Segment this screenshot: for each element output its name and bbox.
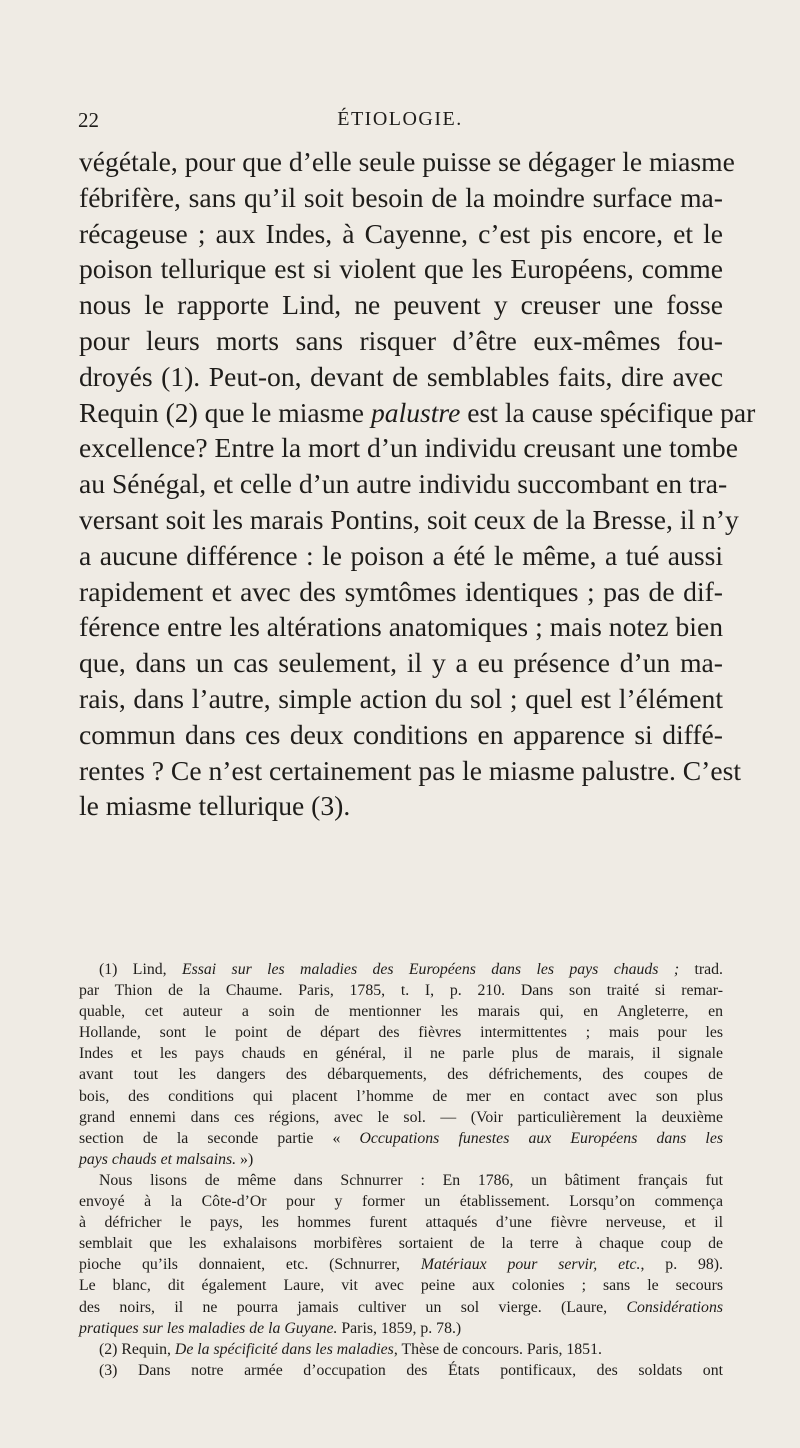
- main-text: [79, 144, 756, 824]
- footnote-1-line: Hollande, sont le point de départ des fièvres intermittentes ; mais pour les: [79, 1024, 723, 1042]
- footnote-1-line: [79, 1128, 723, 1149]
- footnote-1-line: [79, 1149, 723, 1170]
- page-header: [78, 108, 722, 138]
- footnote-1-line: à défricher le pays, les hommes furent attaqués d’une fièvre nerveuse, et il: [79, 1214, 723, 1232]
- italic-title: pratiques sur les maladies de la Guyane.: [79, 1319, 338, 1337]
- footnote-1-line: semblait que les exhalaisons morbifères sortaient de la terre à chaque coup de: [79, 1235, 723, 1253]
- text-line: au Sénégal, et celle d’un autre individu succombant en tra-: [79, 468, 728, 500]
- footnote-1-line: par Thion de la Chaume. Paris, 1785, t. I, p. 210. Dans son traité si remar-: [79, 982, 723, 1000]
- text-segment: Requin (2) que le miasme: [79, 396, 371, 428]
- text-segment: pioche qu’ils donnaient, etc. (Schnurrer,: [79, 1256, 421, 1274]
- text-line: versant soit les marais Pontins, soit ceux de la Bresse, il n’y: [79, 503, 739, 535]
- text-segment: Paris, 1859, p. 78.): [337, 1319, 462, 1337]
- text-line: végétale, pour que d’elle seule puisse se dégager le miasme: [79, 146, 735, 177]
- footnote-2: [79, 1339, 723, 1360]
- footnote-1-line: Nous lisons de même dans Schnurrer : En 1786, un bâtiment français fut: [99, 1171, 723, 1189]
- italic-title: De la spécificité dans les maladies: [174, 1340, 394, 1358]
- italic-title: pays chauds et malsains.: [79, 1150, 237, 1168]
- italic-title: Considérations: [626, 1298, 723, 1316]
- footnote-1-line: envoyé à la Côte-d’Or pour y former un établissement. Lorsqu’on commença: [79, 1193, 723, 1211]
- footnote-1-line: [79, 959, 723, 980]
- footnote-3: (3) Dans notre armée d’occupation des États pontificaux, des soldats ont: [99, 1361, 723, 1379]
- text-segment: »): [236, 1150, 254, 1168]
- footnote-1-line: Indes et les pays chauds en général, il ne parle plus de marais, il signale: [79, 1045, 723, 1063]
- text-line: récageuse ; aux Indes, à Cayenne, c’est pis encore, et le: [79, 217, 723, 249]
- footnotes: [79, 959, 723, 1381]
- italic-term: palustre: [370, 396, 461, 428]
- italic-title: Matériaux pour servir, etc.: [420, 1256, 641, 1274]
- text-segment: , Thèse de concours. Paris, 1851.: [393, 1340, 602, 1358]
- text-segment: section de la seconde partie «: [79, 1129, 360, 1147]
- italic-title: Occupations funestes aux Européens dans les: [359, 1129, 723, 1147]
- text-line: commun dans ces deux conditions en apparence si diffé-: [79, 718, 723, 750]
- text-line: le miasme tellurique (3).: [79, 790, 351, 822]
- text-line: a aucune différence : le poison a été le même, a tué aussi: [79, 539, 723, 571]
- footnote-1-line: [79, 1254, 723, 1275]
- text-line: rentes ? Ce n’est certainement pas le miasme palustre. C’est: [79, 754, 742, 786]
- text-line: férence entre les altérations anatomiques ; mais notez bien: [79, 611, 723, 643]
- text-line: fébrifère, sans qu’il soit besoin de la moindre surface ma-: [79, 181, 723, 213]
- footnote-1-line: [79, 1318, 723, 1339]
- text-line: poison tellurique est si violent que les Européens, comme: [79, 253, 723, 285]
- text-segment: trad.: [679, 961, 723, 978]
- text-line: que, dans un cas seulement, il y a eu présence d’un ma-: [79, 647, 723, 679]
- footnote-1-line: bois, des conditions qui placent l’homme de mer en contact avec son plus: [79, 1087, 723, 1105]
- page-number: 22: [78, 108, 99, 132]
- text-line: [79, 395, 756, 431]
- text-segment: , p. 98).: [640, 1256, 724, 1274]
- text-line: droyés (1). Peut-on, devant de semblables faits, dire avec: [79, 360, 723, 392]
- footnote-1-line: Le blanc, dit également Laure, vit avec peine aux colonies ; sans le secours: [79, 1277, 723, 1295]
- footnote-1-line: avant tout les dangers des débarquements, des défrichements, des coupes de: [79, 1066, 723, 1084]
- text-line: pour leurs morts sans risquer d’être eux-mêmes fou-: [79, 324, 723, 356]
- text-segment: (2) Requin,: [99, 1340, 175, 1358]
- footnote-1-line: grand ennemi dans ces régions, avec le sol. — (Voir particulièrement la deuxième: [79, 1108, 723, 1126]
- text-line: rais, dans l’autre, simple action du sol ; quel est l’élément: [79, 682, 723, 714]
- text-segment: (1) Lind,: [99, 961, 182, 978]
- footnote-1-line: [79, 1297, 723, 1318]
- italic-title: Essai sur les maladies des Européens dans les pays chauds ;: [181, 961, 680, 978]
- text-segment: est la cause spécifique par: [460, 396, 756, 428]
- text-line: excellence? Entre la mort d’un individu creusant une tombe: [79, 432, 738, 464]
- text-line: nous le rapporte Lind, ne peuvent y creuser une fosse: [79, 289, 723, 321]
- text-segment: des noirs, il ne pourra jamais cultiver un sol vierge. (Laure,: [79, 1298, 627, 1316]
- footnote-1-line: quable, cet auteur a soin de mentionner les marais qui, en Angleterre, en: [79, 1003, 723, 1021]
- text-line: rapidement et avec des symtômes identiques ; pas de dif-: [79, 575, 723, 607]
- running-title: ÉTIOLOGIE.: [337, 108, 463, 130]
